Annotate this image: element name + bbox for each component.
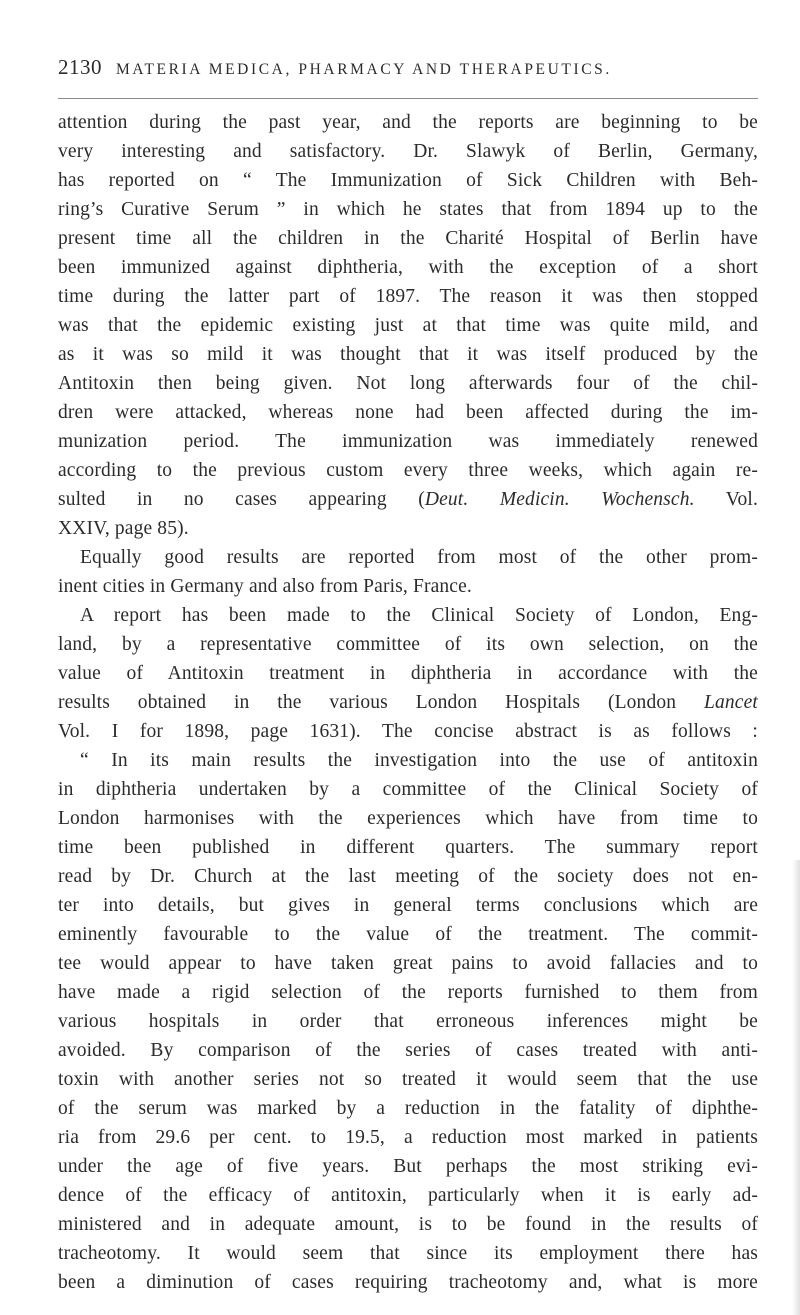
text-line: Equally good results are reported from most of the other prom- bbox=[80, 547, 758, 568]
header-rule bbox=[58, 98, 758, 99]
text-line: dence of the efficacy of antitoxin, particularly when it is early ad- bbox=[58, 1185, 758, 1206]
body-text bbox=[58, 108, 758, 1297]
text-line: value of Antitoxin treatment in diphtheria in accordance with the bbox=[58, 663, 758, 684]
text-line: under the age of five years. But perhaps the most striking evi- bbox=[58, 1156, 758, 1177]
text-line: tee would appear to have taken great pains to avoid fallacies and to bbox=[58, 953, 758, 974]
citation-journal: Deut. Medicin. Wochensch. bbox=[424, 489, 695, 510]
text-line: land, by a representative committee of its own selection, on the bbox=[58, 634, 758, 655]
running-title: MATERIA MEDICA, PHARMACY AND THERAPEUTICS. bbox=[116, 61, 612, 78]
text-line: attention during the past year, and the reports are beginning to be bbox=[58, 112, 758, 133]
citation-journal: Lancet bbox=[704, 692, 758, 713]
text-line: read by Dr. Church at the last meeting of the society does not en- bbox=[58, 866, 758, 887]
text-line bbox=[58, 688, 758, 717]
text-line: time during the latter part of 1897. The reason it was then stopped bbox=[58, 286, 758, 307]
page-number: 2130 bbox=[58, 55, 102, 79]
page-edge-shadow bbox=[792, 860, 800, 1315]
text-line: present time all the children in the Charité Hospital of Berlin have bbox=[58, 228, 758, 249]
text-line: very interesting and satisfactory. Dr. Slawyk of Berlin, Germany, bbox=[58, 141, 758, 162]
text-line: toxin with another series not so treated it would seem that the use bbox=[58, 1069, 758, 1090]
text-line: ministered and in adequate amount, is to be found in the results of bbox=[58, 1214, 758, 1235]
text-line: Antitoxin then being given. Not long afterwards four of the chil- bbox=[58, 373, 758, 394]
text-line: of the serum was marked by a reduction in the fatality of diphthe- bbox=[58, 1098, 758, 1119]
text-line: in diphtheria undertaken by a committee of the Clinical Society of bbox=[58, 779, 758, 800]
text-line: was that the epidemic existing just at that time was quite mild, and bbox=[58, 315, 758, 336]
text-line: eminently favourable to the value of the treatment. The commit- bbox=[58, 924, 758, 945]
text-line: inent cities in Germany and also from Paris, France. bbox=[58, 576, 472, 597]
text-line: ring’s Curative Serum ” in which he states that from 1894 up to the bbox=[58, 199, 758, 220]
text-line: tracheotomy. It would seem that since its employment there has bbox=[58, 1243, 758, 1264]
text-line: has reported on “ The Immunization of Sick Children with Beh- bbox=[58, 170, 758, 191]
text-line: ter into details, but gives in general terms conclusions which are bbox=[58, 895, 758, 916]
text-line: Vol. I for 1898, page 1631). The concise abstract is as follows : bbox=[58, 721, 758, 742]
text-line: London harmonises with the experiences which have from time to bbox=[58, 808, 758, 829]
text-line: as it was so mild it was thought that it was itself produced by the bbox=[58, 344, 758, 365]
text-line: ria from 29.6 per cent. to 19.5, a reduction most marked in patients bbox=[58, 1127, 758, 1148]
text-line: avoided. By comparison of the series of cases treated with anti- bbox=[58, 1040, 758, 1061]
text-line: “ In its main results the investigation into the use of antitoxin bbox=[80, 750, 758, 771]
text-line: been a diminution of cases requiring tracheotomy and, what is more bbox=[58, 1272, 758, 1293]
text-line: been immunized against diphtheria, with the exception of a short bbox=[58, 257, 758, 278]
text-line: according to the previous custom every three weeks, which again re- bbox=[58, 460, 758, 481]
text-line: time been published in different quarters. The summary report bbox=[58, 837, 758, 858]
text-span: Vol. bbox=[694, 489, 758, 510]
running-head bbox=[58, 55, 758, 85]
text-span: sulted in no cases appearing ( bbox=[58, 489, 425, 510]
text-line: munization period. The immunization was immediately renewed bbox=[58, 431, 758, 452]
text-line: A report has been made to the Clinical Society of London, Eng- bbox=[80, 605, 758, 626]
text-line: have made a rigid selection of the reports furnished to them from bbox=[58, 982, 758, 1003]
text-line: XXIV, page 85). bbox=[58, 518, 189, 539]
text-line: dren were attacked, whereas none had been affected during the im- bbox=[58, 402, 758, 423]
text-line: various hospitals in order that erroneous inferences might be bbox=[58, 1011, 758, 1032]
text-span: results obtained in the various London Hospitals (London bbox=[58, 692, 705, 713]
text-line bbox=[58, 485, 758, 514]
